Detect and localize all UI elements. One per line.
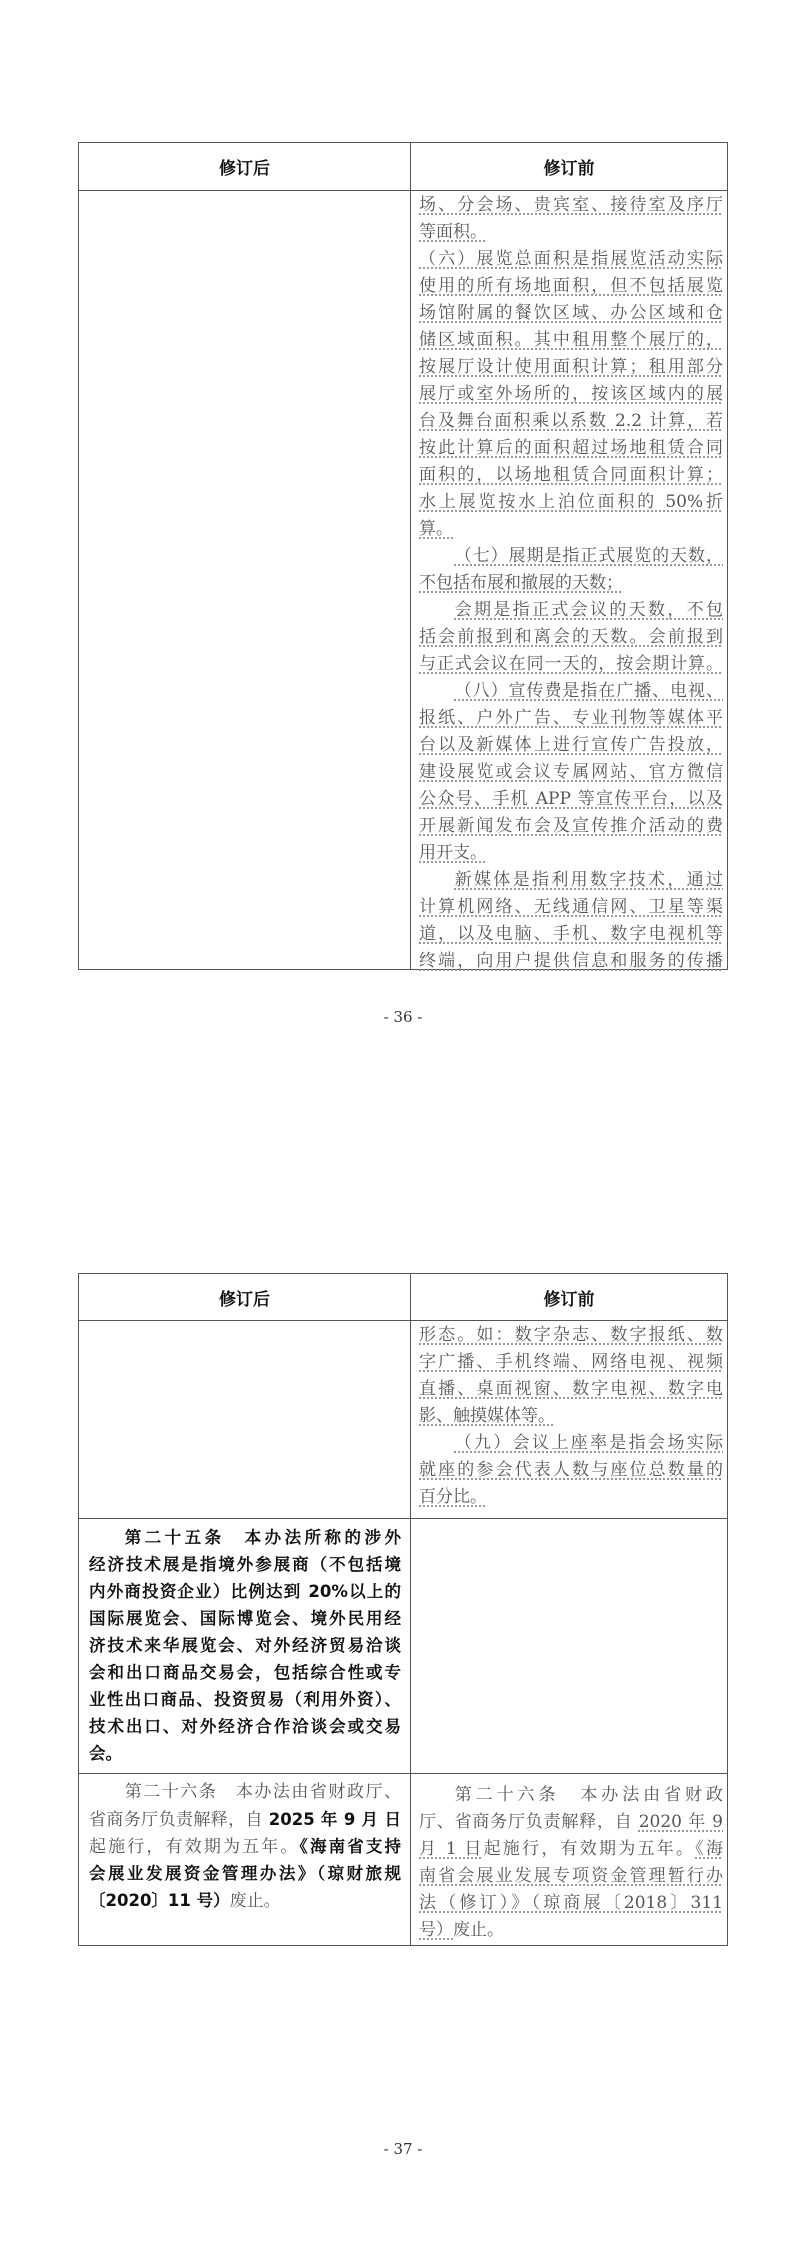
text-line [419,192,723,219]
text-line [419,435,723,462]
text-line [419,1349,723,1376]
text-line [89,1860,401,1887]
text-line [419,1322,723,1349]
text-line [419,381,723,408]
deleted-text: 影、触摸媒体等。 [419,1406,555,1426]
deleted-text: 不包括布展和撤展的天数； [419,573,623,593]
text-line [89,1713,401,1740]
text-line [419,840,723,867]
header-before: 修订前 [543,1289,595,1310]
deleted-text: 就座的参会代表人数与座位总数量的 [419,1460,723,1480]
column-divider [410,1274,411,1945]
text-line [89,1686,401,1713]
deleted-text: 公众号、手机 APP 等宣传平台，以及 [419,789,723,809]
deleted-text: 字广播、手机终端、网络电视、视频 [419,1352,723,1372]
text-line [419,1782,723,1809]
revised-text: 2025 年 9 月 日 [268,1810,401,1829]
text-line [89,1659,401,1686]
article-26-after [89,1779,401,1914]
text-line [89,1605,401,1632]
text-line [419,1836,723,1863]
deleted-text: 算。 [419,519,453,539]
deleted-text: 面积的，以场地租赁合同面积计算； [419,465,723,485]
text-line [89,1524,401,1551]
text-line [419,273,723,300]
text-line [419,813,723,840]
table-header [79,1274,727,1321]
deleted-text: 储区域面积。其中租用整个展厅的， [419,330,723,350]
text-segment: 第二十六条 本办法由省财政 [454,1785,723,1805]
deleted-text: 百分比。 [419,1487,487,1507]
text-segment: 厅、省商务厅负责解释，自 [419,1812,639,1832]
text-line [419,1430,723,1457]
text-line [89,1551,401,1578]
text-line [419,516,723,543]
text-segment: 废止。 [453,1920,504,1940]
text-line [419,948,723,975]
text-segment: 起施行，有效期为五年。 [89,1837,300,1857]
text-line [89,1578,401,1605]
revised-text: 会和出口商品交易会，包括综合性或专 [89,1663,401,1682]
text-line [419,300,723,327]
page-number: - 37 - [383,2140,423,2158]
text-line [419,354,723,381]
text-line [419,408,723,435]
text-line [419,1484,723,1511]
row-divider [79,1773,727,1774]
text-line [419,759,723,786]
deleted-text: 等面积。 [419,222,487,242]
text-segment: 第二十六条 本办法由省财政厅、 [124,1782,401,1802]
revised-text: 经济技术展是指境外参展商（不包括境 [89,1555,401,1574]
revised-text: 会。 [89,1744,122,1763]
deleted-text: 按此计算后的面积超过场地租赁合同 [419,438,723,458]
deleted-text: 场、分会场、贵宾室、接待室及序厅 [419,195,723,215]
deleted-text: 法（修订）》（琼商展〔2018〕311 [419,1893,723,1913]
revised-text: 济技术来华展览会、对外经济贸易洽谈 [89,1636,401,1655]
text-line [419,894,723,921]
row-divider [79,1518,727,1519]
deleted-text: 直播、桌面视窗、数字电视、数字电 [419,1379,723,1399]
deleted-text: 2020 年 9 [638,1812,723,1832]
article-25-after [89,1524,401,1767]
revised-text: 国际展览会、国际博览会、境外民用经 [89,1609,401,1628]
text-line [419,1809,723,1836]
deleted-text: 建设展览或会议专属网站、官方微信 [419,762,723,782]
text-line [89,1887,401,1914]
text-line [419,1863,723,1890]
revised-text: 业性出口商品、投资贸易（利用外资）、 [89,1690,401,1709]
text-line [89,1833,401,1860]
deleted-text: 道，以及电脑、手机、数字电视机等 [419,924,723,944]
text-segment: 省商务厅负责解释，自 [89,1810,269,1830]
text-line [419,705,723,732]
text-line [419,462,723,489]
text-line [89,1806,401,1833]
deleted-text: 终端，向用户提供信息和服务的传播 [419,951,723,971]
header-before: 修订前 [543,159,595,179]
deleted-text: 号） [419,1920,453,1940]
revised-text: 第二十五条 本办法所称的涉外 [124,1528,401,1547]
deleted-text: 报纸、户外广告、专业刊物等媒体平 [419,708,723,728]
revised-text: 《海南省支持 [299,1837,401,1856]
text-line [419,1403,723,1430]
text-line [419,921,723,948]
text-line [419,1917,723,1944]
row1-before [419,1322,723,1511]
comparison-table-page-36 [78,142,728,970]
revised-text: 技术出口、对外经济合作洽谈会或交易 [89,1717,401,1736]
revised-text: 〔2020〕11 号） [89,1891,230,1910]
text-line [89,1632,401,1659]
deleted-text: 新媒体是指利用数字技术，通过 [454,870,723,890]
text-line [419,1457,723,1484]
deleted-text: （九）会议上座率是指会场实际 [454,1433,723,1453]
deleted-text: 月 1 日 [419,1839,484,1859]
text-line [419,543,723,570]
deleted-text: （七）展期是指正式展览的天数， [454,546,723,566]
comparison-table-page-37 [78,1273,728,1946]
deleted-text: （八）宣传费是指在广播、电视、 [454,681,723,701]
deleted-text: 场馆附属的餐饮区域、办公区域和仓 [419,303,723,323]
text-line [89,1740,401,1767]
deleted-text: 台以及新媒体上进行宣传广告投放， [419,735,723,755]
header-after: 修订后 [219,1289,270,1310]
text-line [419,678,723,705]
text-line [419,1890,723,1917]
deleted-text: 台及舞台面积乘以系数 2.2 计算，若 [419,411,723,431]
text-line [419,246,723,273]
header-after: 修订后 [219,159,270,179]
deleted-text: 展厅或室外场所的，按该区域内的展 [419,384,723,404]
text-segment: 起施行，有效期为五年。 [483,1839,696,1859]
text-line [419,867,723,894]
text-line [419,219,723,246]
text-line [89,1779,401,1806]
text-line [419,570,723,597]
text-segment: 废止。 [229,1891,281,1911]
text-line [419,489,723,516]
revised-text: 会展业发展资金管理办法》（琼财旅规 [89,1864,401,1883]
deleted-text: 括会前报到和离会的天数。会前报到 [419,627,723,647]
page-number: - 36 - [383,1008,423,1026]
text-line [419,597,723,624]
deleted-text: 使用的所有场地面积，但不包括展览 [419,276,723,296]
deleted-text: 形态。如：数字杂志、数字报纸、数 [419,1325,723,1345]
text-line [419,651,723,678]
revised-text: 内外商投资企业）比例达到 20%以上的 [89,1582,401,1601]
deleted-text: （六）展览总面积是指展览活动实际 [419,249,723,269]
deleted-text: 用开支。 [419,843,487,863]
text-line [419,1376,723,1403]
deleted-text: 水上展览按水上泊位面积的 50%折 [419,492,723,512]
text-line [419,327,723,354]
column-divider [410,143,411,969]
article-26-before [419,1782,723,1944]
deleted-text: 开展新闻发布会及宣传推介活动的费 [419,816,723,836]
deleted-text: 《海 [695,1839,723,1859]
deleted-text: 会期是指正式会议的天数，不包 [454,600,723,620]
deleted-text: 南省会展业发展专项资金管理暂行办 [419,1866,723,1886]
text-line [419,732,723,759]
deleted-text: 与正式会议在同一天的，按会期计算。 [419,654,723,674]
text-line [419,786,723,813]
deleted-text: 按展厅设计使用面积计算；租用部分 [419,357,723,377]
deleted-text: 计算机网络、无线通信网、卫星等渠 [419,897,723,917]
text-line [419,624,723,651]
cell-before [419,192,723,975]
table-header [79,143,727,191]
